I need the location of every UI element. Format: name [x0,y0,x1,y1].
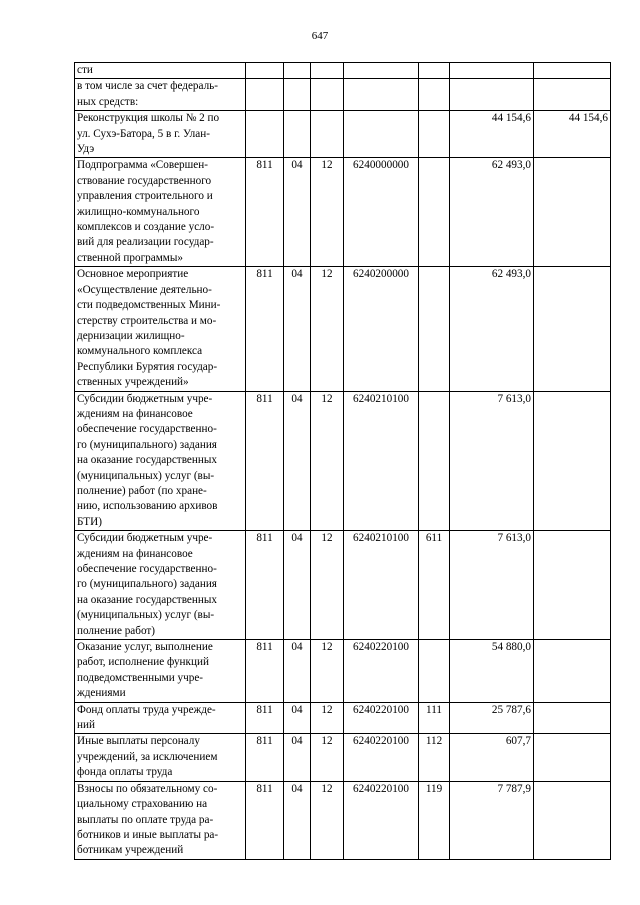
cell-csr: 6240210100 [344,531,419,640]
cell-vr [419,79,450,111]
cell-sum-2: 44 154,6 [534,111,611,158]
table-row [75,111,611,158]
cell-grbs: 811 [246,640,284,703]
cell-vr [419,63,450,79]
cell-pr: 12 [311,734,344,781]
cell-sum-1: 7 787,9 [450,781,534,859]
cell-name: Фонд оплаты труда учрежде- ний [75,702,246,734]
cell-vr [419,158,450,267]
cell-pr [311,79,344,111]
cell-csr [344,79,419,111]
cell-sum-2 [534,391,611,531]
table-row [75,702,611,734]
cell-rz: 04 [284,781,311,859]
cell-sum-1: 7 613,0 [450,391,534,531]
cell-name: Реконструкция школы № 2 по ул. Сухэ-Батора, 5 в г. Улан- Удэ [75,111,246,158]
cell-grbs [246,63,284,79]
cell-rz [284,79,311,111]
cell-rz: 04 [284,702,311,734]
cell-sum-1: 607,7 [450,734,534,781]
cell-grbs: 811 [246,781,284,859]
cell-sum-1: 54 880,0 [450,640,534,703]
cell-sum-2 [534,781,611,859]
cell-name: Оказание услуг, выполнение работ, исполнение функций подведомственными учре- ждениями [75,640,246,703]
cell-pr: 12 [311,531,344,640]
table-row [75,781,611,859]
table-row [75,158,611,267]
cell-vr: 112 [419,734,450,781]
cell-name: Иные выплаты персоналу учреждений, за исключением фонда оплаты труда [75,734,246,781]
cell-sum-2 [534,531,611,640]
cell-csr: 6240220100 [344,781,419,859]
cell-sum-2 [534,702,611,734]
cell-csr: 6240200000 [344,267,419,391]
cell-rz: 04 [284,267,311,391]
cell-grbs: 811 [246,702,284,734]
cell-pr: 12 [311,640,344,703]
cell-pr: 12 [311,267,344,391]
cell-grbs: 811 [246,531,284,640]
cell-rz: 04 [284,734,311,781]
table-body [75,63,611,860]
cell-vr: 111 [419,702,450,734]
cell-grbs [246,79,284,111]
table-row [75,63,611,79]
cell-pr: 12 [311,158,344,267]
cell-sum-1: 7 613,0 [450,531,534,640]
cell-vr [419,267,450,391]
cell-vr: 611 [419,531,450,640]
cell-grbs: 811 [246,158,284,267]
cell-name: Субсидии бюджетным учре- ждениям на финансовое обеспечение государственно- го (муниципального) задания на оказание государственных (муниципальных) услуг (вы- полнение) работ (по хране- нию, использованию архивов БТИ) [75,391,246,531]
cell-vr [419,111,450,158]
cell-rz: 04 [284,391,311,531]
cell-pr: 12 [311,391,344,531]
cell-sum-2 [534,267,611,391]
cell-sum-2 [534,640,611,703]
cell-sum-2 [534,63,611,79]
cell-sum-1: 25 787,6 [450,702,534,734]
cell-sum-1: 62 493,0 [450,267,534,391]
cell-name: Взносы по обязательному со- циальному страхованию на выплаты по оплате труда ра- ботников и иные выплаты ра- ботникам учреждений [75,781,246,859]
cell-grbs: 811 [246,734,284,781]
cell-rz: 04 [284,531,311,640]
table-row [75,79,611,111]
cell-sum-2 [534,158,611,267]
table-row [75,391,611,531]
cell-grbs [246,111,284,158]
cell-pr: 12 [311,781,344,859]
cell-csr [344,63,419,79]
cell-name: сти [75,63,246,79]
cell-vr: 119 [419,781,450,859]
cell-csr: 6240000000 [344,158,419,267]
table-row [75,531,611,640]
cell-name: в том числе за счет федераль- ных средств: [75,79,246,111]
cell-pr [311,63,344,79]
cell-name: Подпрограмма «Совершен- ствование государственного управления строительного и жилищно-коммунального комплексов и создание усло- вий для реализации государ- ственной программы» [75,158,246,267]
cell-rz [284,63,311,79]
cell-csr: 6240220100 [344,640,419,703]
cell-sum-2 [534,79,611,111]
cell-sum-1: 62 493,0 [450,158,534,267]
cell-grbs: 811 [246,391,284,531]
cell-name: Основное мероприятие «Осуществление деятельно- сти подведомственных Мини- стерству строительства и мо- дернизации жилищно- коммунального комплекса Республики Бурятия государ- ственных учреждений» [75,267,246,391]
cell-vr [419,640,450,703]
cell-csr [344,111,419,158]
cell-csr: 6240220100 [344,734,419,781]
cell-csr: 6240210100 [344,391,419,531]
cell-rz [284,111,311,158]
cell-sum-2 [534,734,611,781]
cell-grbs: 811 [246,267,284,391]
page-number: 647 [311,30,329,42]
table-row [75,734,611,781]
table-row [75,640,611,703]
cell-rz: 04 [284,158,311,267]
cell-name: Субсидии бюджетным учре- ждениям на финансовое обеспечение государственно- го (муниципального) задания на оказание государственных (муниципальных) услуг (вы- полнение работ) [75,531,246,640]
table-row [75,267,611,391]
cell-pr [311,111,344,158]
cell-sum-1: 44 154,6 [450,111,534,158]
cell-vr [419,391,450,531]
budget-table [74,62,611,860]
cell-pr: 12 [311,702,344,734]
cell-sum-1 [450,63,534,79]
cell-sum-1 [450,79,534,111]
cell-csr: 6240220100 [344,702,419,734]
cell-rz: 04 [284,640,311,703]
